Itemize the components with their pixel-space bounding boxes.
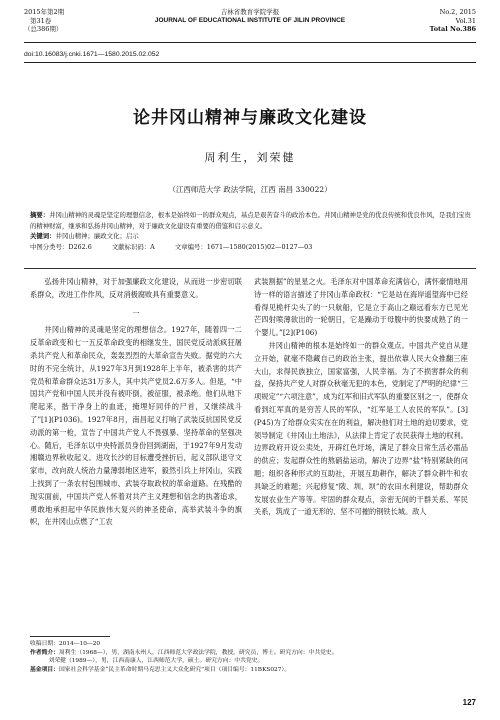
footnotes [30, 640, 476, 674]
paragraph: 武装割据”的星星之火。毛泽东对中国革命充满信心，满怀豪情地用诗一样的语言描述了井冈山革命政权：“它是站在海岸遥望海中已经看得见桅杆尖头了的一只航船，它是立于高山之巅远看东方已见光芒四射喷薄欲出的一轮朝日，它是躁动于母腹中的快要成熟了的一个婴儿。”[2](P106) [254, 277, 468, 338]
header-volume-info: No.2, 2015 Vol.31 Total No.386 [429, 8, 476, 33]
header-issue-info: 2015年第2期 第31卷 （总386期） [24, 8, 65, 33]
doi: doi:10.16083/j.cnki.1671—1580.2015.02.052 [24, 51, 160, 58]
page-number: 127 [462, 698, 476, 707]
authors: 周利生，刘荣健 [204, 151, 296, 164]
abstract-rule [24, 268, 476, 269]
received-date: 收稿日期：2014—10—20 [30, 641, 101, 647]
article-id: 文章编号：1671—1580(2015)02—0127—03 [174, 242, 313, 251]
paragraph: 井冈山精神的根本是始终如一的群众观点。中国共产党自从建立开始，就毫不隐藏自己的政治主张，提出依靠人民大众推翻三座大山，求得民族独立，国家富强，人民幸福。为了不损害群众的利益，保持共产党人对群众秋毫无犯的本色，党制定了严明的纪律“三项规定”“六项注意”，成为红军和旧式军队的重要区别之一，使群众看到红军真的是穷苦人民的军队，“红军是工人农民的军队”。[3](P45)为了给群众实实在在的利益，解决他们对土地的迫切要求，党领导制定《井冈山土地法》，从法律上肯定了农民获得土地的权利。边界政府开设公卖处，开辟红色圩场，满足了群众日常生活必需品的供应；发起群众性的熬硝盐运动，解决了边界“盐”特别紧缺的问题；组织各种形式的互助社，开展互助耕作，解决了群众耕牛和农具缺乏的难题；兴起修复“陂、圳、坝”的农田水利建设，帮助群众发展农业生产等等。牢固的群众观点，亲密无间的干群关系、军民关系，筑成了一道无形的、坚不可摧的钢铁长城。敌人 [254, 340, 468, 517]
section-number: 一 [132, 308, 140, 318]
header-journal-name: 吉林省教育学院学报 JOURNAL OF EDUCATIONAL INSTITUTE OF JILIN PROVINCE [154, 8, 346, 24]
article-title: 论井冈山精神与廉政文化建设 [133, 108, 367, 128]
abstract-block [30, 210, 476, 252]
doi-rule [24, 62, 476, 63]
paragraph: 井冈山精神的灵魂是坚定的理想信念。1927年，随着四一二反革命政变和七一五反革命政变的相继发生，国民党反动派疯狂屠杀共产党人和革命民众，轰轰烈烈的大革命宣告失败。据党的六大时的不完全统计，从1927年3月到1928年上半年，被杀害的共产党员和革命群众达31万多人，其中共产党员2.6万多人。但是，“中国共产党和中国人民并没有被吓倒，被征服，被杀绝。他们从地下爬起来，揩干净身上的血迹，掩埋好同伴的尸首，又继续战斗了”[1](P1036)。1927年8月，南昌起义打响了武装反抗国民党反动派的第一枪，宣告了中国共产党人不畏强暴、坚持革命的坚强决心。随后，毛泽东以中央特派员身份回到湖南，于1927年9月发动湘赣边界秋收起义。进攻长沙的目标遭受挫折后，起义部队退守文家市，改向敌人统治力量薄弱地区进军，毅然引兵上井冈山，实践上找到了一条农村包围城市、武装夺取政权的革命道路。在残酷的现实面前，中国共产党人怀着对共产主义理想和信念的执著追求，勇敢地承担起中华民族伟大复兴的神圣使命，高举武装斗争的旗帜，在井冈山点燃了“工农 [30, 325, 242, 527]
author-bio: 作者简介：周利生（1968—），男，湖南永州人，江西师范大学政法学院，教授，研究员，博士。研究方向：中共党史。 [30, 649, 338, 656]
running-header [24, 8, 476, 44]
affiliation: （江西师范大学 政法学院，江西 南昌 330022） [168, 185, 332, 194]
keywords: 关键词：井冈山精神；廉政文化；启示 [30, 232, 139, 240]
body-column-right [254, 276, 468, 519]
paragraph: 弘扬井冈山精神，对于加强廉政文化建设，从而进一步密切联系群众，改进工作作风，反对消极腐败具有重要意义。 [30, 277, 242, 299]
header-rule [24, 42, 476, 43]
document-code: 文献标识码：A [111, 242, 155, 251]
classification-meta [30, 242, 476, 253]
clc-number: 中图分类号：D262.6 [30, 242, 92, 251]
fund-info: 基金项目：国家社会科学基金“民主革命时期马克思主义大众化研究”项目（项目编号：11BKS027）。 [30, 666, 291, 673]
footnote-rule [30, 636, 110, 637]
body-column-left [30, 276, 242, 529]
author-bio-2: 刘荣健（1989—），男，江西南康人，江西师范大学，硕士。研究方向：中共党史。 [48, 658, 264, 665]
abstract: 摘要：井冈山精神的灵魂是坚定的理想信念，根本是始终如一的群众观点，基点是艰苦奋斗的政治本色。井冈山精神是党的优良传统和优良作风，是我们宝贵的精神财富，继承和弘扬井冈山精神，对于廉政文化建设有重要的借鉴和启示意义。 [30, 211, 471, 230]
